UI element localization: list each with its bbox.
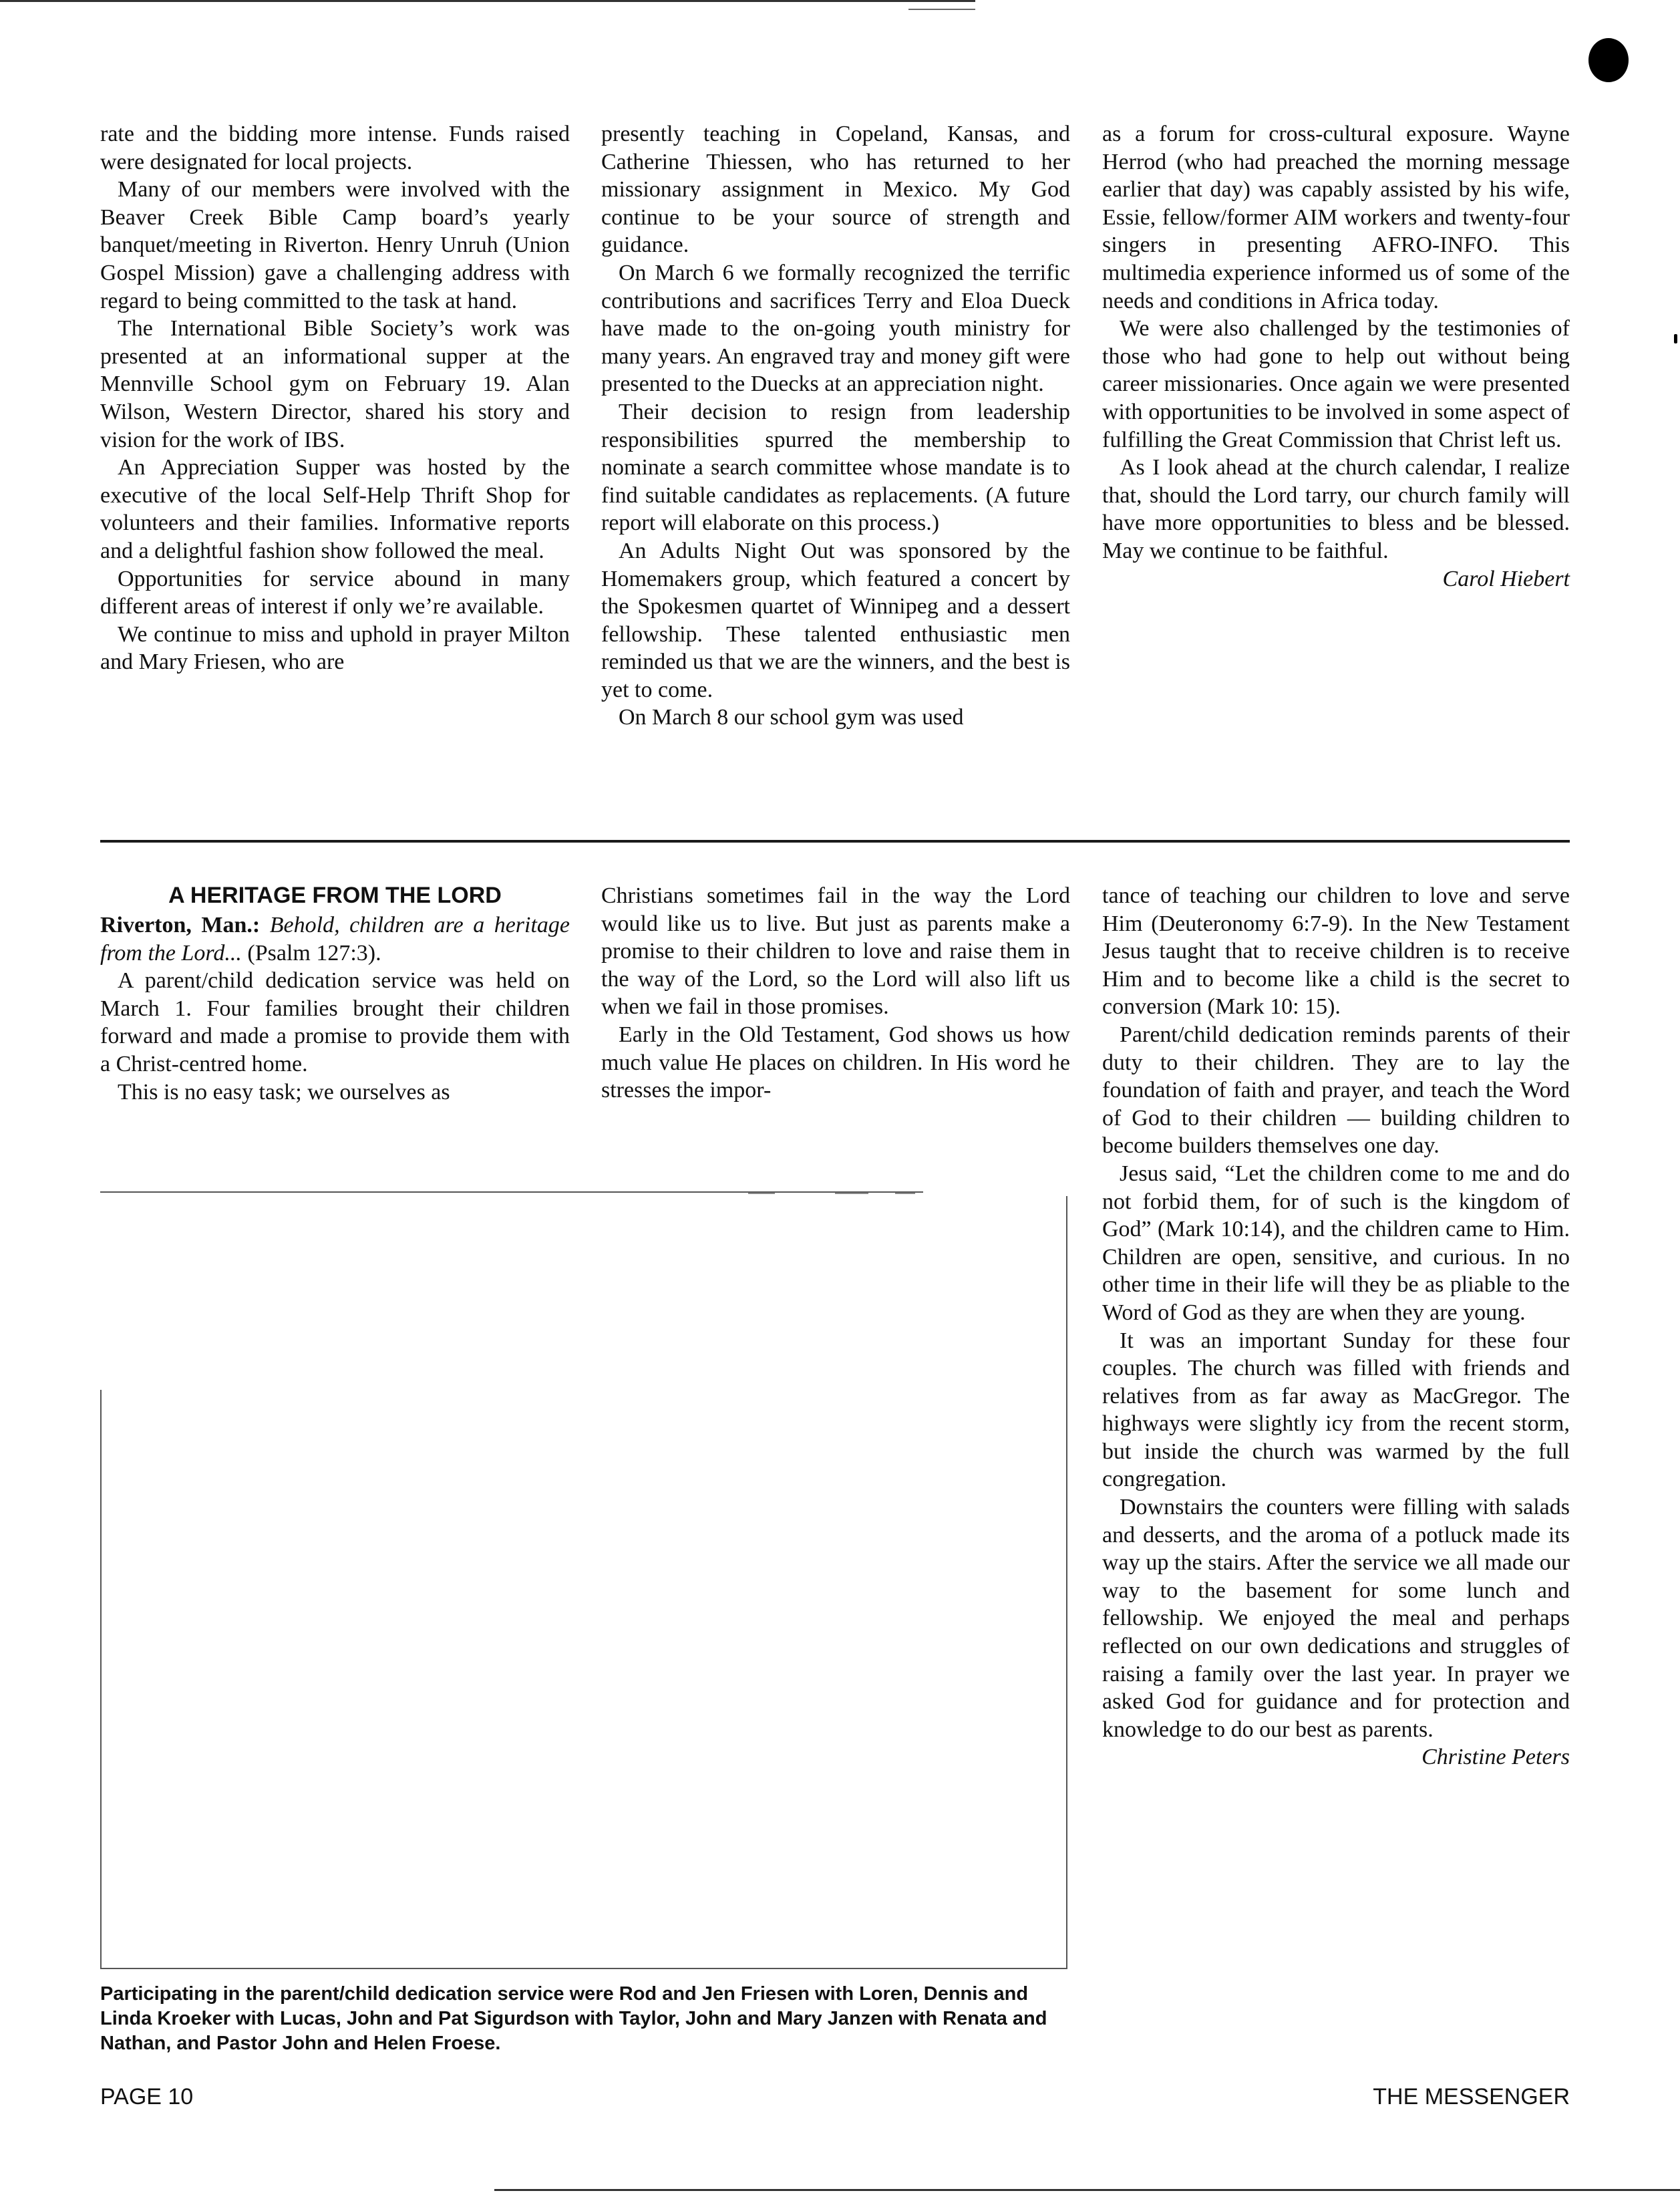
- publication-name: THE MESSENGER: [1373, 2084, 1570, 2109]
- paragraph: Early in the Old Testament, God shows us how much value He places on children. In His word he stresses the impor-: [601, 1022, 1070, 1103]
- photo-border-top: [100, 1191, 923, 1193]
- top-edge-rule: [0, 0, 975, 2]
- article-lead: [100, 911, 570, 967]
- top-column-1: [100, 120, 570, 676]
- paragraph: rate and the bidding more intense. Funds raised were designated for local projects.: [100, 122, 570, 174]
- top-column-3: [1102, 120, 1570, 593]
- bottom-edge-rule: [494, 2189, 1680, 2191]
- paragraph: Parent/child dedication reminds parents of their duty to their children. They are to lay the foundation of faith and prayer, and teach the Word of God to their children — building children to become builders themselves one day.: [1102, 1022, 1570, 1159]
- epigraph-reference: (Psalm 127:3).: [247, 940, 381, 966]
- author-signature: Carol Hiebert: [1442, 566, 1570, 591]
- top-edge-rule-short: [908, 9, 975, 10]
- paragraph: An Adults Night Out was sponsored by the Homemakers group, which featured a concert by the Spokesmen quartet of Winnipeg and a dessert fellowship. These talented enthusiastic men reminded us that we are the winners, and the best is yet to come.: [601, 538, 1070, 702]
- paragraph: A parent/child dedication service was held on March 1. Four families brought their children forward and made a promise to provide them with a Christ-centred home.: [100, 968, 570, 1076]
- article-column-2: [601, 882, 1070, 1105]
- photo-border-dash: [895, 1193, 915, 1194]
- paragraph: We were also challenged by the testimonies of those who had gone to help out without being career missionaries. Once again we were presented with opportunities to be involved in some aspect of fulfilling the Great Commission that Christ left us.: [1102, 316, 1570, 452]
- photo-border-left: [100, 1390, 102, 1968]
- registration-dot: [1588, 38, 1629, 82]
- photo-caption: Participating in the parent/child dedication service were Rod and Jen Friesen with Loren, Dennis and Linda Kroeker with Lucas, John and Pat Sigurdson with Taylor, John and Mary Janzen with Renata and Nathan, and Pastor John and Helen Froese.: [100, 1983, 1047, 2054]
- paragraph: As I look ahead at the church calendar, I realize that, should the Lord tarry, our church family will have more opportunities to bless and be blessed. May we continue to be faithful.: [1102, 455, 1570, 563]
- paragraph: On March 6 we formally recognized the terrific contributions and sacrifices Terry and Eloa Dueck have made to the on-going youth ministry for many years. An engraved tray and money gift were presented to the Duecks at an appreciation night.: [601, 260, 1070, 397]
- author-signature: Christine Peters: [1421, 1745, 1570, 1770]
- article-column-1: [100, 882, 570, 1106]
- section-divider: [100, 840, 1570, 843]
- paragraph: An Appreciation Supper was hosted by the executive of the local Self-Help Thrift Shop for volunteers and their families. Informative reports and a delightful fashion show followed the meal.: [100, 455, 570, 563]
- paragraph: Downstairs the counters were filling with salads and desserts, and the aroma of a potluck made its way up the stairs. After the service we all made our way to the basement for some lunch and fellowship. We enjoyed the meal and perhaps reflected on our own dedications and struggles of raising a family over the last year. In prayer we asked God for guidance and for protection and knowledge to do our best as parents.: [1102, 1495, 1570, 1742]
- paragraph: Christians sometimes fail in the way the Lord would like us to live. But just as parents make a promise to their children to love and raise them in the way of the Lord, so the Lord will also lift us when we fail in those promises.: [601, 883, 1070, 1020]
- top-column-2: [601, 120, 1070, 732]
- paragraph: as a forum for cross-cultural exposure. Wayne Herrod (who had preached the morning message earlier that day) was capably assisted by his wife, Essie, fellow/former AIM workers and twenty-four singers in presenting AFRO-INFO. This multimedia experience informed us of some of the needs and conditions in Africa today.: [1102, 122, 1570, 313]
- paragraph: This is no easy task; we ourselves as: [118, 1079, 450, 1105]
- paragraph: On March 8 our school gym was used: [619, 705, 964, 730]
- photo-border-bottom: [100, 1968, 1067, 1969]
- article-headline: A HERITAGE FROM THE LORD: [168, 883, 502, 908]
- paragraph: It was an important Sunday for these four couples. The church was filled with friends and relatives from as far away as MacGregor. The highways were slightly icy from the recent storm, but inside the church was warmed by the full congregation.: [1102, 1328, 1570, 1492]
- margin-mark: [1674, 334, 1677, 343]
- paragraph: Many of our members were involved with the Beaver Creek Bible Camp board’s yearly banquet/meeting in Riverton. Henry Unruh (Union Gospel Mission) gave a challenging address with regard to being committed to the task at hand.: [100, 177, 570, 313]
- paragraph: Jesus said, “Let the children come to me and do not forbid them, for of such is the kingdom of God” (Mark 10:14), and the children came to Him. Children are open, sensitive, and curious. In no other time in their life will they be as pliable to the Word of God as they are when they are young.: [1102, 1161, 1570, 1325]
- photo-border-dash: [835, 1193, 868, 1194]
- photo-border-dash: [748, 1193, 775, 1194]
- dateline: Riverton, Man.:: [100, 913, 261, 937]
- paragraph: presently teaching in Copeland, Kansas, and Catherine Thiessen, who has returned to her missionary assignment in Mexico. My God continue to be your source of strength and guidance.: [601, 122, 1070, 258]
- paragraph: Opportunities for service abound in many different areas of interest if only we’re available.: [100, 566, 570, 619]
- paragraph: The International Bible Society’s work was presented at an informational supper at the Mennville School gym on February 19. Alan Wilson, Western Director, shared his story and vision for the work of IBS.: [100, 316, 570, 452]
- epigraph: Behold, children are a heritage from the Lord...: [100, 913, 570, 966]
- paragraph: We continue to miss and uphold in prayer Milton and Mary Friesen, who are: [100, 621, 570, 675]
- photo-border-right: [1066, 1196, 1067, 1968]
- paragraph: tance of teaching our children to love and serve Him (Deuteronomy 6:7-9). In the New Testament Jesus taught that to receive children is to receive Him and to become like a child is the secret to conversion (Mark 10: 15).: [1102, 883, 1570, 1020]
- article-column-3: [1102, 882, 1570, 1771]
- page-number: PAGE 10: [100, 2084, 194, 2109]
- paragraph: Their decision to resign from leadership responsibilities spurred the membership to nominate a search committee whose mandate is to find suitable candidates as replacements. (A future report will elaborate on this process.): [601, 399, 1070, 536]
